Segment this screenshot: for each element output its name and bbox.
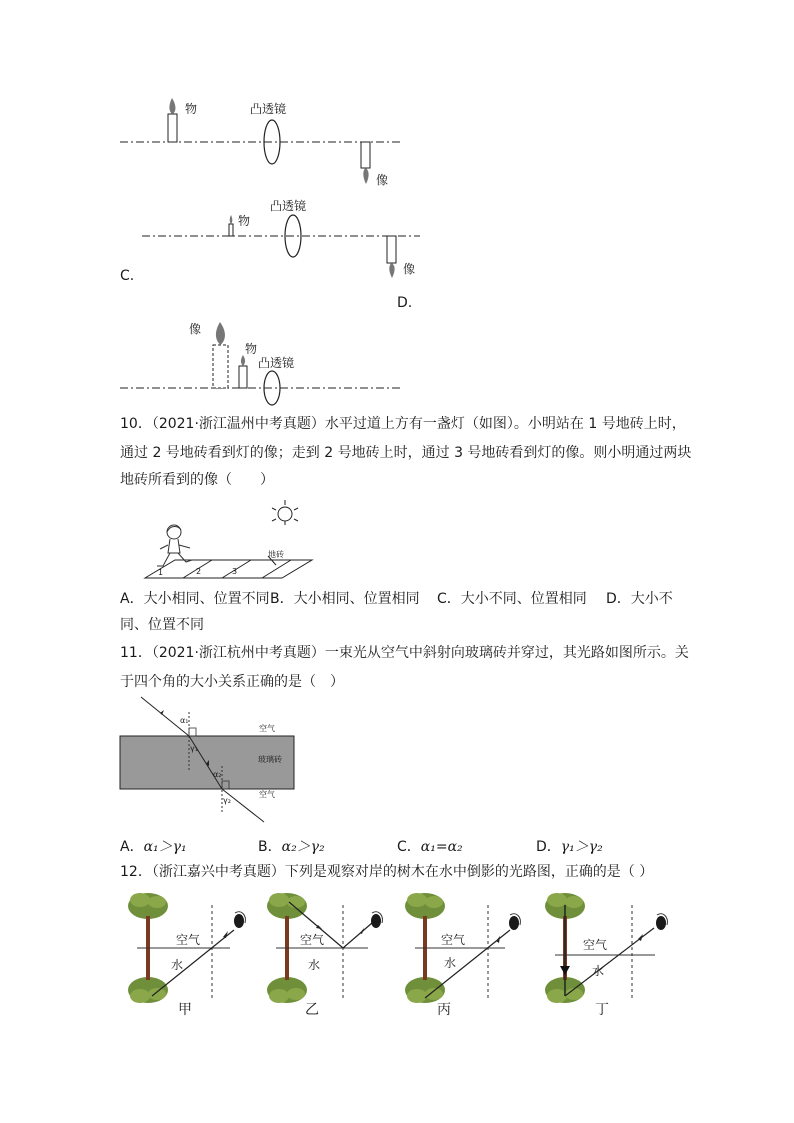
q10-option-c[interactable]: C．大小不同、位置相同 bbox=[437, 591, 587, 607]
alpha-1-label: α₁ bbox=[180, 716, 189, 725]
q11-option-a-expr: α₁＞γ₁ bbox=[143, 839, 187, 855]
q11-option-d-letter: D． bbox=[536, 839, 561, 855]
q11-option-c-expr: α₁=α₂ bbox=[420, 839, 463, 855]
question-10-line-1: 10．（2021·浙江温州中考真题）水平过道上方有一盏灯（如图）。小明站在 1 号地砖上时， bbox=[120, 416, 686, 432]
question-11-line-1: 11．（2021·浙江杭州中考真题）一束光从空气中斜射向玻璃砖并穿过，其光路如图所示。关 bbox=[120, 645, 689, 661]
figure-bing-caption: 丙 bbox=[437, 1002, 451, 1018]
image-label: 像 bbox=[403, 262, 416, 276]
lens-label: 凸透镜 bbox=[258, 356, 295, 370]
tile-number-3: 3 bbox=[232, 567, 238, 576]
figure-ding-air: 空气 bbox=[583, 938, 608, 952]
figure-bing-water: 水 bbox=[444, 956, 457, 970]
tile-number-2: 2 bbox=[196, 567, 202, 576]
question-10-line-3: 地砖所看到的像（ ） bbox=[120, 472, 274, 488]
q11-option-b-letter: B． bbox=[258, 839, 282, 855]
object-label: 物 bbox=[238, 214, 251, 228]
q10-option-d[interactable]: D．大小不 bbox=[606, 591, 673, 607]
q10-option-b[interactable]: B．大小相同、位置相同 bbox=[270, 591, 420, 607]
tile-number-1: 1 bbox=[158, 568, 164, 577]
q10-option-a[interactable]: A．大小相同、位置不同 bbox=[120, 591, 270, 607]
figure-jia-water: 水 bbox=[171, 958, 184, 972]
figure-jia-air: 空气 bbox=[176, 933, 201, 947]
image-label: 像 bbox=[189, 322, 202, 336]
object-label: 物 bbox=[185, 102, 198, 116]
figure-yi-air: 空气 bbox=[300, 933, 325, 947]
q11-option-c-letter: C． bbox=[397, 839, 421, 855]
gamma-2-label: γ₂ bbox=[223, 796, 231, 805]
option-c-label: C. bbox=[120, 268, 135, 284]
question-10-line-2: 通过 2 号地砖看到灯的像；走到 2 号地砖上时，通过 3 号地砖看到灯的像。则小明通过两块 bbox=[120, 445, 692, 461]
q11-option-b-expr: α₂＞γ₂ bbox=[281, 839, 325, 855]
q11-option-a-letter: A． bbox=[120, 839, 144, 855]
figure-ding-caption: 丁 bbox=[595, 1002, 609, 1018]
option-d-label: D. bbox=[397, 295, 413, 311]
alpha-2-label: α₂ bbox=[213, 770, 222, 779]
figure-yi-water: 水 bbox=[308, 958, 321, 972]
gamma-1-label: γ₁ bbox=[190, 744, 198, 753]
lens-label: 凸透镜 bbox=[270, 199, 307, 213]
glass-label: 玻璃砖 bbox=[258, 755, 282, 764]
image-label: 像 bbox=[376, 173, 389, 187]
figure-yi bbox=[267, 893, 382, 1003]
figure-ding-water: 水 bbox=[592, 964, 605, 978]
tile-label: 地砖 bbox=[268, 550, 284, 559]
q11-option-d-expr: γ₁＞γ₂ bbox=[560, 839, 603, 855]
air-bottom-label: 空气 bbox=[259, 790, 275, 799]
q10-option-d-cont: 同、位置不同 bbox=[120, 617, 204, 633]
question-11-line-2: 于四个角的大小关系正确的是（ ） bbox=[120, 674, 344, 690]
figure-bing-air: 空气 bbox=[441, 933, 466, 947]
lens-label: 凸透镜 bbox=[250, 102, 287, 116]
figure-bing bbox=[405, 893, 520, 1003]
object-label: 物 bbox=[245, 342, 258, 356]
figure-yi-caption: 乙 bbox=[305, 1002, 319, 1018]
question-12-line-1: 12．（浙江嘉兴中考真题）下列是观察对岸的树木在水中倒影的光路图，正确的是（ ） bbox=[120, 864, 654, 880]
air-top-label: 空气 bbox=[259, 724, 275, 733]
figure-jia-caption: 甲 bbox=[178, 1002, 192, 1018]
figure-jia bbox=[128, 893, 245, 1003]
